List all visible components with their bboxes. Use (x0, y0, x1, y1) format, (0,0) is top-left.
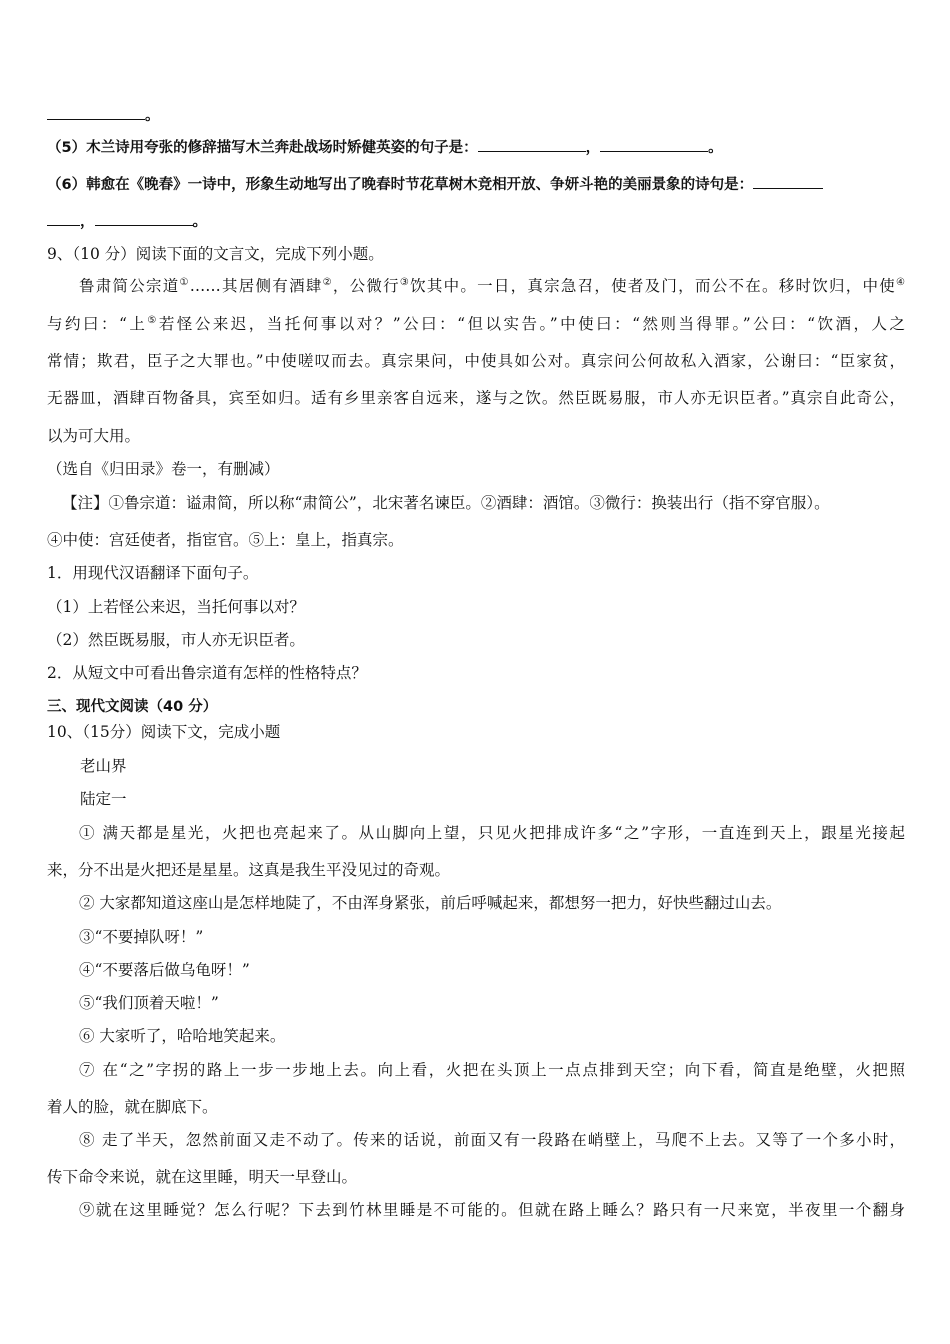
q9-notes: 【注】①鲁宗道：谥肃简，所以称“肃简公”，北宋著名谏臣。②酒肆：酒馆。③微行：换装出行（指不穿官服）。 (62, 494, 830, 512)
q8-item-6-cont: ， 。 (47, 211, 207, 232)
q9-notes: ④中使：宫廷使者，指宦官。⑤上：皇上，指真宗。 (47, 531, 404, 549)
q10-paragraph: 来，分不出是火把还是星星。这真是我生平没见过的奇观。 (47, 861, 451, 879)
q8-blank-line: 。 (47, 105, 160, 126)
q10-paragraph: ⑨就在这里睡觉？怎么行呢？下去到竹林里睡是不可能的。但就在路上睡么？路只有一尺来宽，半夜里一个翻身 (79, 1201, 905, 1219)
q9-sub-question: （2）然臣既易服，市人亦无识臣者。 (47, 631, 305, 649)
q9-source: （选自《归田录》卷一，有删减） (47, 460, 280, 478)
q10-paragraph: ① 满天都是星光，火把也亮起来了。从山脚向上望，只见火把排成许多“之”字形，一直连到天上，跟星光接起 (79, 824, 905, 842)
q9-sub-question: 2．从短文中可看出鲁宗道有怎样的性格特点？ (47, 664, 367, 682)
q10-paragraph: 传下命令来说，就在这里睡，明天一早登山。 (47, 1168, 358, 1186)
answer-blank[interactable] (478, 137, 586, 152)
q10-paragraph: 着人的脸，就在脚底下。 (47, 1098, 218, 1116)
q10-paragraph: ④“不要落后做乌龟呀！” (79, 961, 250, 979)
q9-passage-line: 常情；欺君，臣子之大罪也。”中使嗟叹而去。真宗果问，中使具如公对。真宗问公何故私入酒家，公谢曰：“臣家贫， (47, 352, 905, 370)
q10-paragraph: ⑧ 走了半天，忽然前面又走不动了。传来的话说，前面又有一段路在峭壁上，马爬不上去。又等了一个多小时， (79, 1131, 905, 1149)
q9-passage-line: 无器皿，酒肆百物备具，宾至如归。适有乡里亲客自远来，遂与之饮。然臣既易服，市人亦无识臣者。”真宗自此奇公， (47, 389, 905, 407)
q10-paragraph: ⑥ 大家听了，哈哈地笑起来。 (79, 1027, 286, 1045)
answer-blank[interactable] (47, 105, 145, 120)
q10-paragraph: ② 大家都知道这座山是怎样地陡了，不由浑身紧张，前后呼喊起来，都想努一把力，好快些翻过山去。 (79, 894, 782, 912)
passage-author: 陆定一 (80, 790, 127, 808)
answer-blank[interactable] (600, 137, 708, 152)
q10-header: 10、（15分）阅读下文，完成小题 (47, 723, 281, 741)
q9-sub-question: （1）上若怪公来迟，当托何事以对？ (47, 598, 305, 616)
passage-title: 老山界 (80, 757, 127, 775)
q8-item-6: （6）韩愈在《晚春》一诗中，形象生动地写出了晚春时节花草树木竞相开放、争妍斗艳的美丽景象的诗句是： (47, 174, 823, 195)
q9-passage-line: 鲁肃简公宗道①……其居侧有酒肆②，公微行③饮其中。一日，真宗急召，使者及门，而公不在。移时饮归，中使④ (79, 276, 905, 295)
q8-item-5: （5）木兰诗用夸张的修辞描写木兰奔赴战场时矫健英姿的句子是： ， 。 (47, 137, 723, 158)
q9-passage-line: 以为可大用。 (47, 427, 141, 445)
q10-paragraph: ③“不要掉队呀！” (79, 928, 204, 946)
answer-blank[interactable] (47, 211, 80, 226)
answer-blank[interactable] (95, 211, 193, 226)
q9-header: 9、（10 分）阅读下面的文言文，完成下列小题。 (47, 245, 384, 263)
q10-paragraph: ⑤“我们顶着天啦！” (79, 994, 219, 1012)
q10-paragraph: ⑦ 在“之”字拐的路上一步一步地上去。向上看，火把在头顶上一点点排到天空；向下看，简直是绝壁，火把照 (79, 1061, 905, 1079)
q9-sub-question: 1．用现代汉语翻译下面句子。 (47, 564, 259, 582)
section-title: 三、现代文阅读（40 分） (47, 699, 218, 715)
answer-blank[interactable] (753, 174, 823, 189)
q9-passage-line: 与约曰：“上⑤若怪公来迟，当托何事以对？”公曰：“但以实告。”中使曰：“然则当得罪。”公曰：“饮酒，人之 (47, 314, 905, 333)
